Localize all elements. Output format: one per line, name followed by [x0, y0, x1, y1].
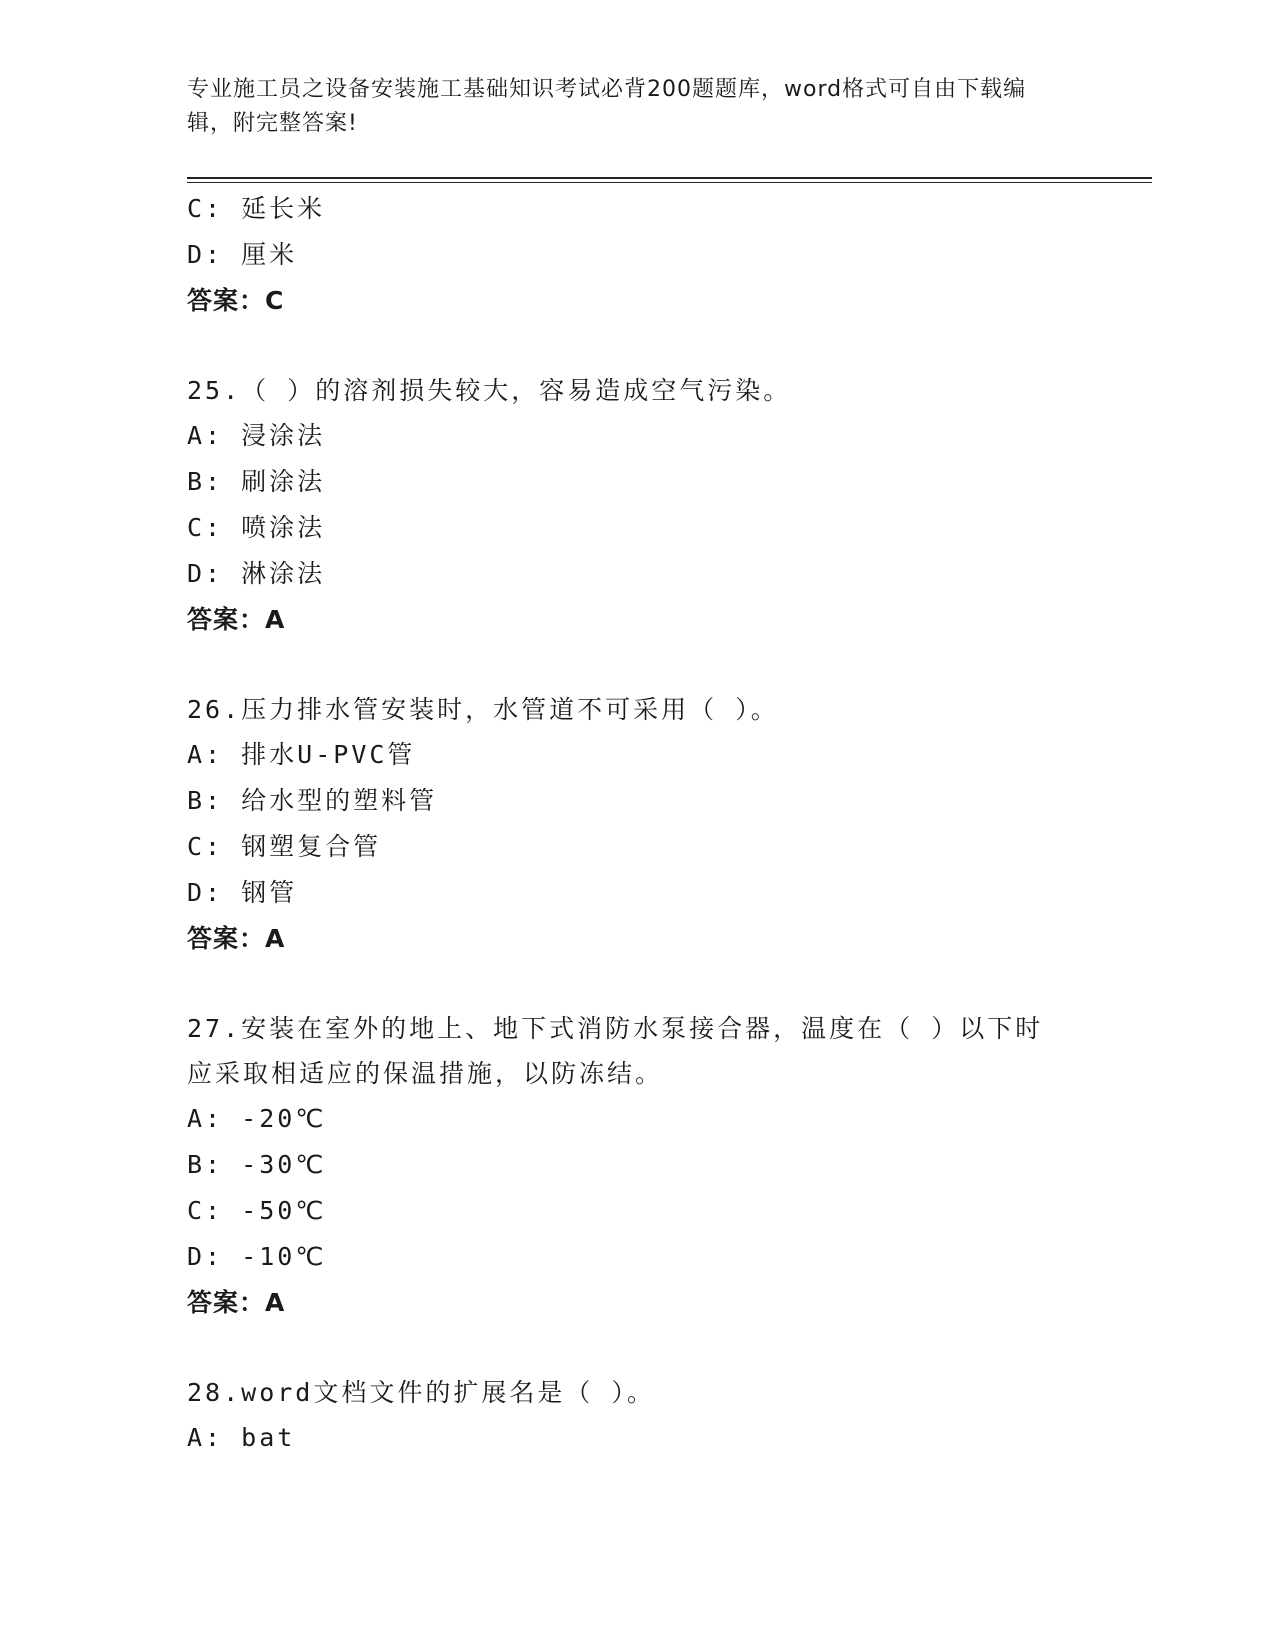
- continued-question: [187, 186, 1087, 324]
- question-spacer: [187, 1326, 1087, 1370]
- option-d: [187, 551, 1087, 597]
- option-d: [187, 232, 1087, 278]
- option-d: [187, 1234, 1087, 1280]
- option-b: [187, 778, 1087, 824]
- option-c: [187, 1188, 1087, 1234]
- option-label: C:: [187, 832, 224, 861]
- question-stem: 27.安装在室外的地上、地下式消防水泵接合器，温度在（ ）以下时应采取相适应的保温措施，以防冻结。: [187, 1014, 1044, 1088]
- answer-line: 答案：C: [187, 286, 285, 315]
- option-text: 延长米: [241, 194, 326, 223]
- option-label: D:: [187, 240, 224, 269]
- option-text: -30℃: [241, 1150, 327, 1179]
- option-label: A:: [187, 1423, 224, 1452]
- header-divider-thin: [187, 182, 1152, 183]
- option-label: C:: [187, 1196, 224, 1225]
- option-text: -20℃: [241, 1104, 327, 1133]
- option-text: -10℃: [241, 1242, 327, 1271]
- option-text: 厘米: [241, 240, 298, 269]
- option-text: 给水型的塑料管: [241, 786, 438, 815]
- option-a: [187, 1096, 1087, 1142]
- question-spacer: [187, 962, 1087, 1006]
- question-content: [187, 186, 1087, 1461]
- option-label: A:: [187, 740, 224, 769]
- option-label: A:: [187, 421, 224, 450]
- option-label: D:: [187, 559, 224, 588]
- option-text: 钢管: [241, 878, 298, 907]
- option-d: [187, 870, 1087, 916]
- option-text: bat: [241, 1423, 296, 1452]
- option-label: C:: [187, 513, 224, 542]
- option-text: 钢塑复合管: [241, 832, 382, 861]
- option-text: 排水U-PVC管: [241, 740, 416, 769]
- option-c: [187, 824, 1087, 870]
- question-stem: 28.word文档文件的扩展名是（ ）。: [187, 1378, 655, 1407]
- option-label: D:: [187, 878, 224, 907]
- answer-line: 答案：A: [187, 605, 286, 634]
- option-label: C:: [187, 194, 224, 223]
- option-text: 浸涂法: [241, 421, 326, 450]
- question-spacer: [187, 324, 1087, 368]
- option-a: [187, 732, 1087, 778]
- option-text: 刷涂法: [241, 467, 326, 496]
- question-28: [187, 1370, 1087, 1461]
- question-25: [187, 368, 1087, 643]
- option-text: -50℃: [241, 1196, 327, 1225]
- option-label: B:: [187, 467, 224, 496]
- answer-line: 答案：A: [187, 924, 286, 953]
- option-text: 淋涂法: [241, 559, 326, 588]
- option-b: [187, 459, 1087, 505]
- document-header-title: 专业施工员之设备安装施工基础知识考试必背200题题库，word格式可自由下载编辑，附完整答案!: [187, 77, 1027, 136]
- option-a: [187, 1415, 1087, 1461]
- option-text: 喷涂法: [241, 513, 326, 542]
- question-spacer: [187, 643, 1087, 687]
- question-27: [187, 1006, 1087, 1326]
- header-divider-thick: [187, 177, 1152, 179]
- option-c: [187, 186, 1087, 232]
- option-label: A:: [187, 1104, 224, 1133]
- question-stem: 25.（ ）的溶剂损失较大，容易造成空气污染。: [187, 376, 792, 405]
- question-26: [187, 687, 1087, 962]
- question-stem: 26.压力排水管安装时，水管道不可采用（ ）。: [187, 695, 779, 724]
- option-a: [187, 413, 1087, 459]
- answer-line: 答案：A: [187, 1288, 286, 1317]
- option-label: B:: [187, 786, 224, 815]
- option-b: [187, 1142, 1087, 1188]
- option-c: [187, 505, 1087, 551]
- option-label: D:: [187, 1242, 224, 1271]
- option-label: B:: [187, 1150, 224, 1179]
